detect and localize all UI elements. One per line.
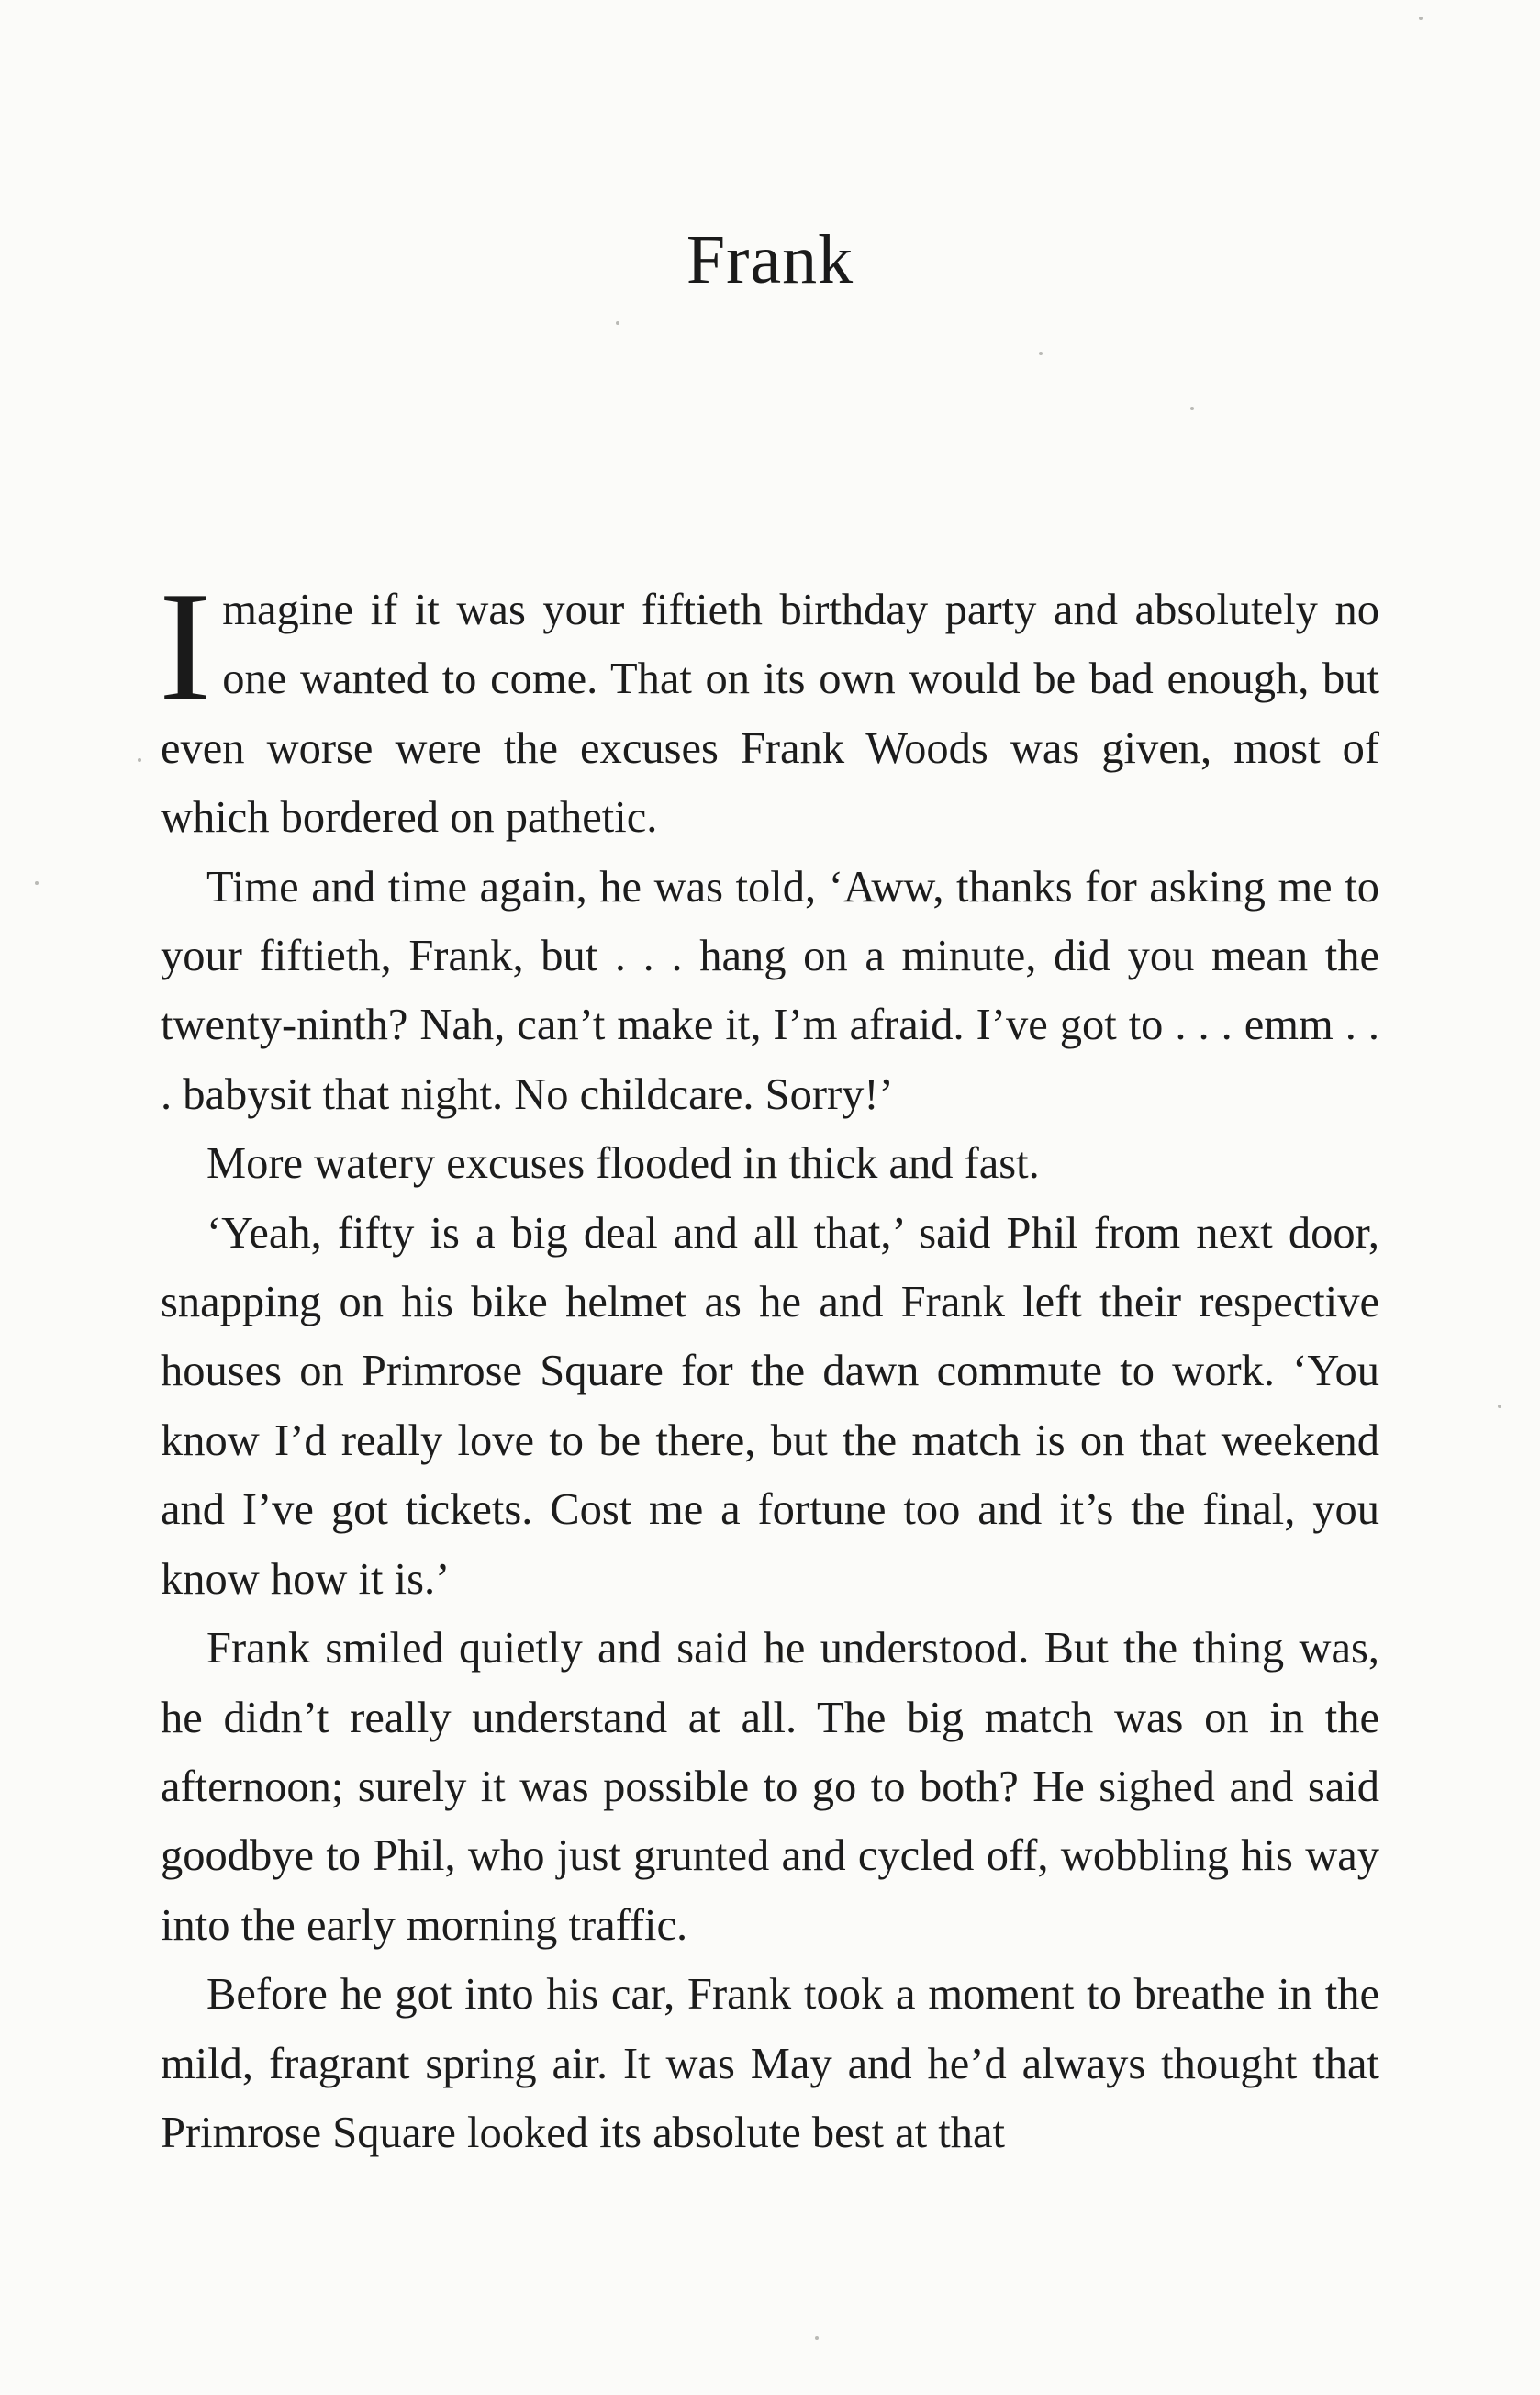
paragraph-1 (159, 560, 1379, 853)
chapter-title: Frank (686, 221, 854, 298)
paragraph-1-text: magine if it was your fiftieth birthday party and absolutely no one wanted to come. That on its own would be bad enough, but even worse were the excuses Frank Woods was given, most of which bordered on pathetic. (161, 586, 1379, 843)
paragraph-2: Time and time again, he was told, ‘Aww, thanks for asking me to your fiftieth, Frank, but . . . hang on a minute, did you mean the twenty-ninth? Nah, can’t make it, I’m afraid. I’ve got to . . . emm . . . babysit that night. No childcare. Sorry!’ (161, 862, 1379, 1119)
paragraph-5: Frank smiled quietly and said he understood. But the thing was, he didn’t really understand at all. The big match was on in the afternoon; surely it was possible to go to both? He sighed and said goodbye to Phil, who just grunted and cycled off, wobbling his way into the early morning traffic. (161, 1624, 1379, 1950)
drop-cap: I (159, 560, 212, 734)
paragraph-6: Before he got into his car, Frank took a moment to breathe in the mild, fragrant spring air. It was May and he’d always thought that Primrose Square looked its absolute best at that (161, 1970, 1379, 2157)
paragraph-4: ‘Yeah, fifty is a big deal and all that,’ said Phil from next door, snapping on his bike helmet as he and Frank left their respective houses on Primrose Square for the dawn commute to work. ‘You know I’d really love to be there, but the match is on that weekend and I’ve got tickets. Cost me a fortune too and it’s the final, you know how it is.’ (161, 1208, 1379, 1604)
paragraph-3: More watery excuses flooded in thick and fast. (206, 1139, 1040, 1189)
chapter-body (159, 560, 1379, 2167)
